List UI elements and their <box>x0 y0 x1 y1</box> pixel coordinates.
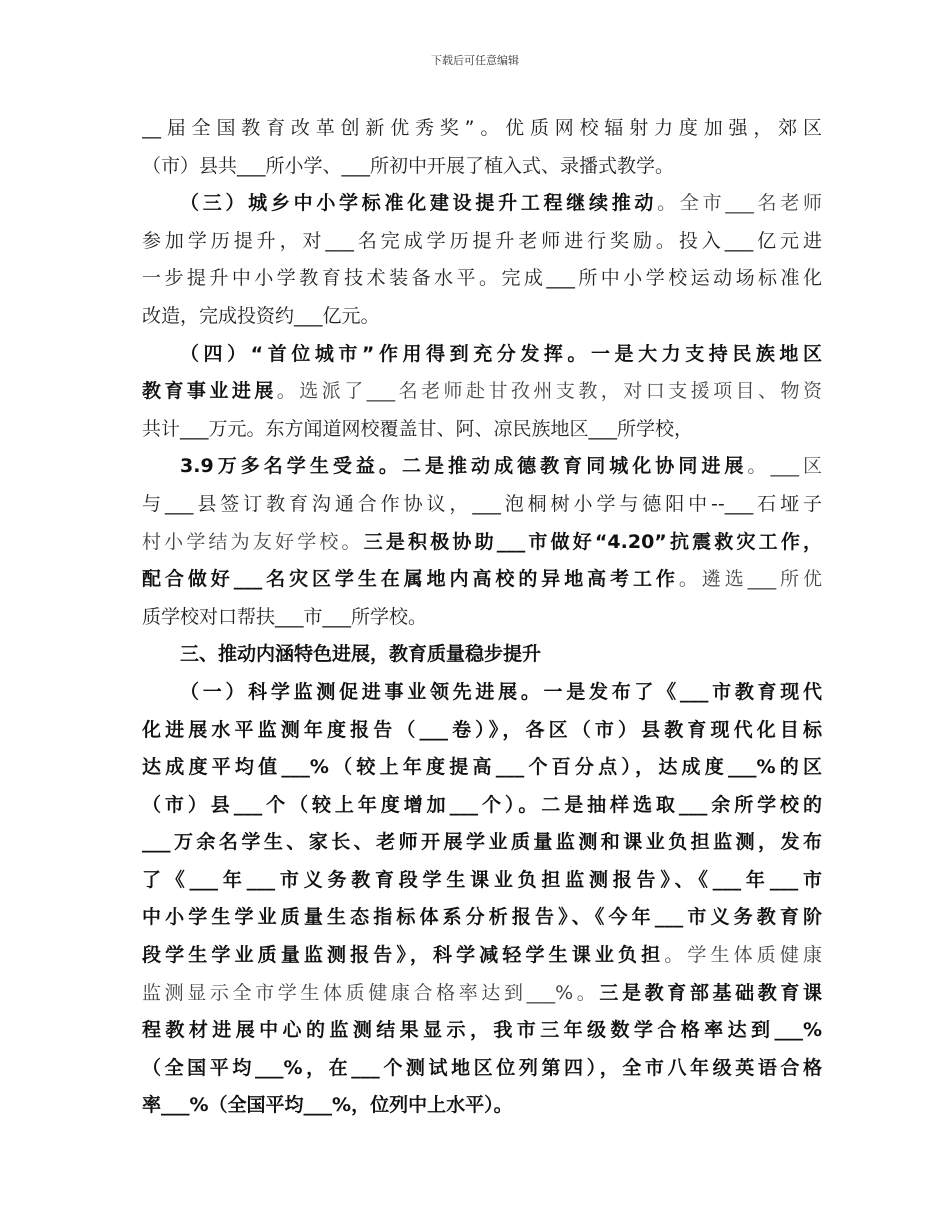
text-line: 配合做好___名灾区学生在属地内高校的异地高考工作。遴选___所优 <box>142 568 822 591</box>
text-line: 达成度平均值___%（较上年度提高___个百分点），达成度___%的区 <box>142 756 822 779</box>
text-line: 质学校对口帮扶___市___所学校。 <box>142 605 428 628</box>
text-line: 了《___年___市义务教育段学生课业负担监测报告》、《___年___市 <box>142 868 822 891</box>
text-line: 中小学生学业质量生态指标体系分析报告》、《今年___市义务教育阶 <box>142 906 822 929</box>
text-line: 一步提升中小学教育技术装备水平。完成___所中小学校运动场标准化 <box>142 267 822 290</box>
text-line: 参加学历提升，对___名完成学历提升老师进行奖励。投入___亿元进 <box>142 229 822 252</box>
text-line: 段学生学业质量监测报告》，科学减轻学生课业负担。学生体质健康 <box>142 944 822 967</box>
text-line: 3.9万多名学生受益。二是推动成德教育同城化协同进展。___区 <box>180 455 822 478</box>
text-line: （市）县共___所小学、___所初中开展了植入式、录播式教学。 <box>142 154 675 177</box>
text-line: （一）科学监测促进事业领先进展。一是发布了《___市教育现代 <box>180 680 822 703</box>
page-header: 下载后可任意编辑 <box>431 54 519 67</box>
document-body <box>142 110 822 1125</box>
text-line: 程教材进展中心的监测结果显示，我市三年级数学合格率达到___% <box>142 1019 822 1042</box>
text-line: （四）“首位城市”作用得到充分发挥。一是大力支持民族地区 <box>180 342 822 365</box>
text-line: 改造，完成投资约___亿元。 <box>142 304 380 327</box>
text-line: 率___%（全国平均___%，位列中上水平）。 <box>142 1094 513 1117</box>
text-line: 监测显示全市学生体质健康合格率达到___%。三是教育部基础教育课 <box>142 981 822 1004</box>
text-line: 与___县签订教育沟通合作协议，___泡桐树小学与德阳中--___石垭子 <box>142 492 822 515</box>
text-line: （市）县___个（较上年度增加___个）。二是抽样选取___余所学校的 <box>142 793 822 816</box>
text-line: ___万余名学生、家长、老师开展学业质量监测和课业负担监测，发布 <box>142 831 822 854</box>
text-line: 教育事业进展。选派了___名老师赴甘孜州支教，对口支援项目、物资 <box>142 380 822 403</box>
text-line: （全国平均___%，在___个测试地区位列第四），全市八年级英语合格 <box>142 1056 822 1079</box>
text-line: __届全国教育改革创新优秀奖”。优质网校辐射力度加强，郊区 <box>142 117 822 139</box>
text-line: 村小学结为友好学校。三是积极协助___市做好“4.20”抗震救灾工作， <box>142 530 822 553</box>
text-line: （三）城乡中小学标准化建设提升工程继续推动。全市___名老师 <box>180 192 822 215</box>
text-line: 化进展水平监测年度报告（___卷）》，各区（市）县教育现代化目标 <box>142 718 822 741</box>
section-heading: 三、推动内涵特色进展，教育质量稳步提升 <box>180 643 542 666</box>
text-line: 共计___万元。东方闻道网校覆盖甘、阿、凉民族地区___所学校， <box>142 417 694 440</box>
